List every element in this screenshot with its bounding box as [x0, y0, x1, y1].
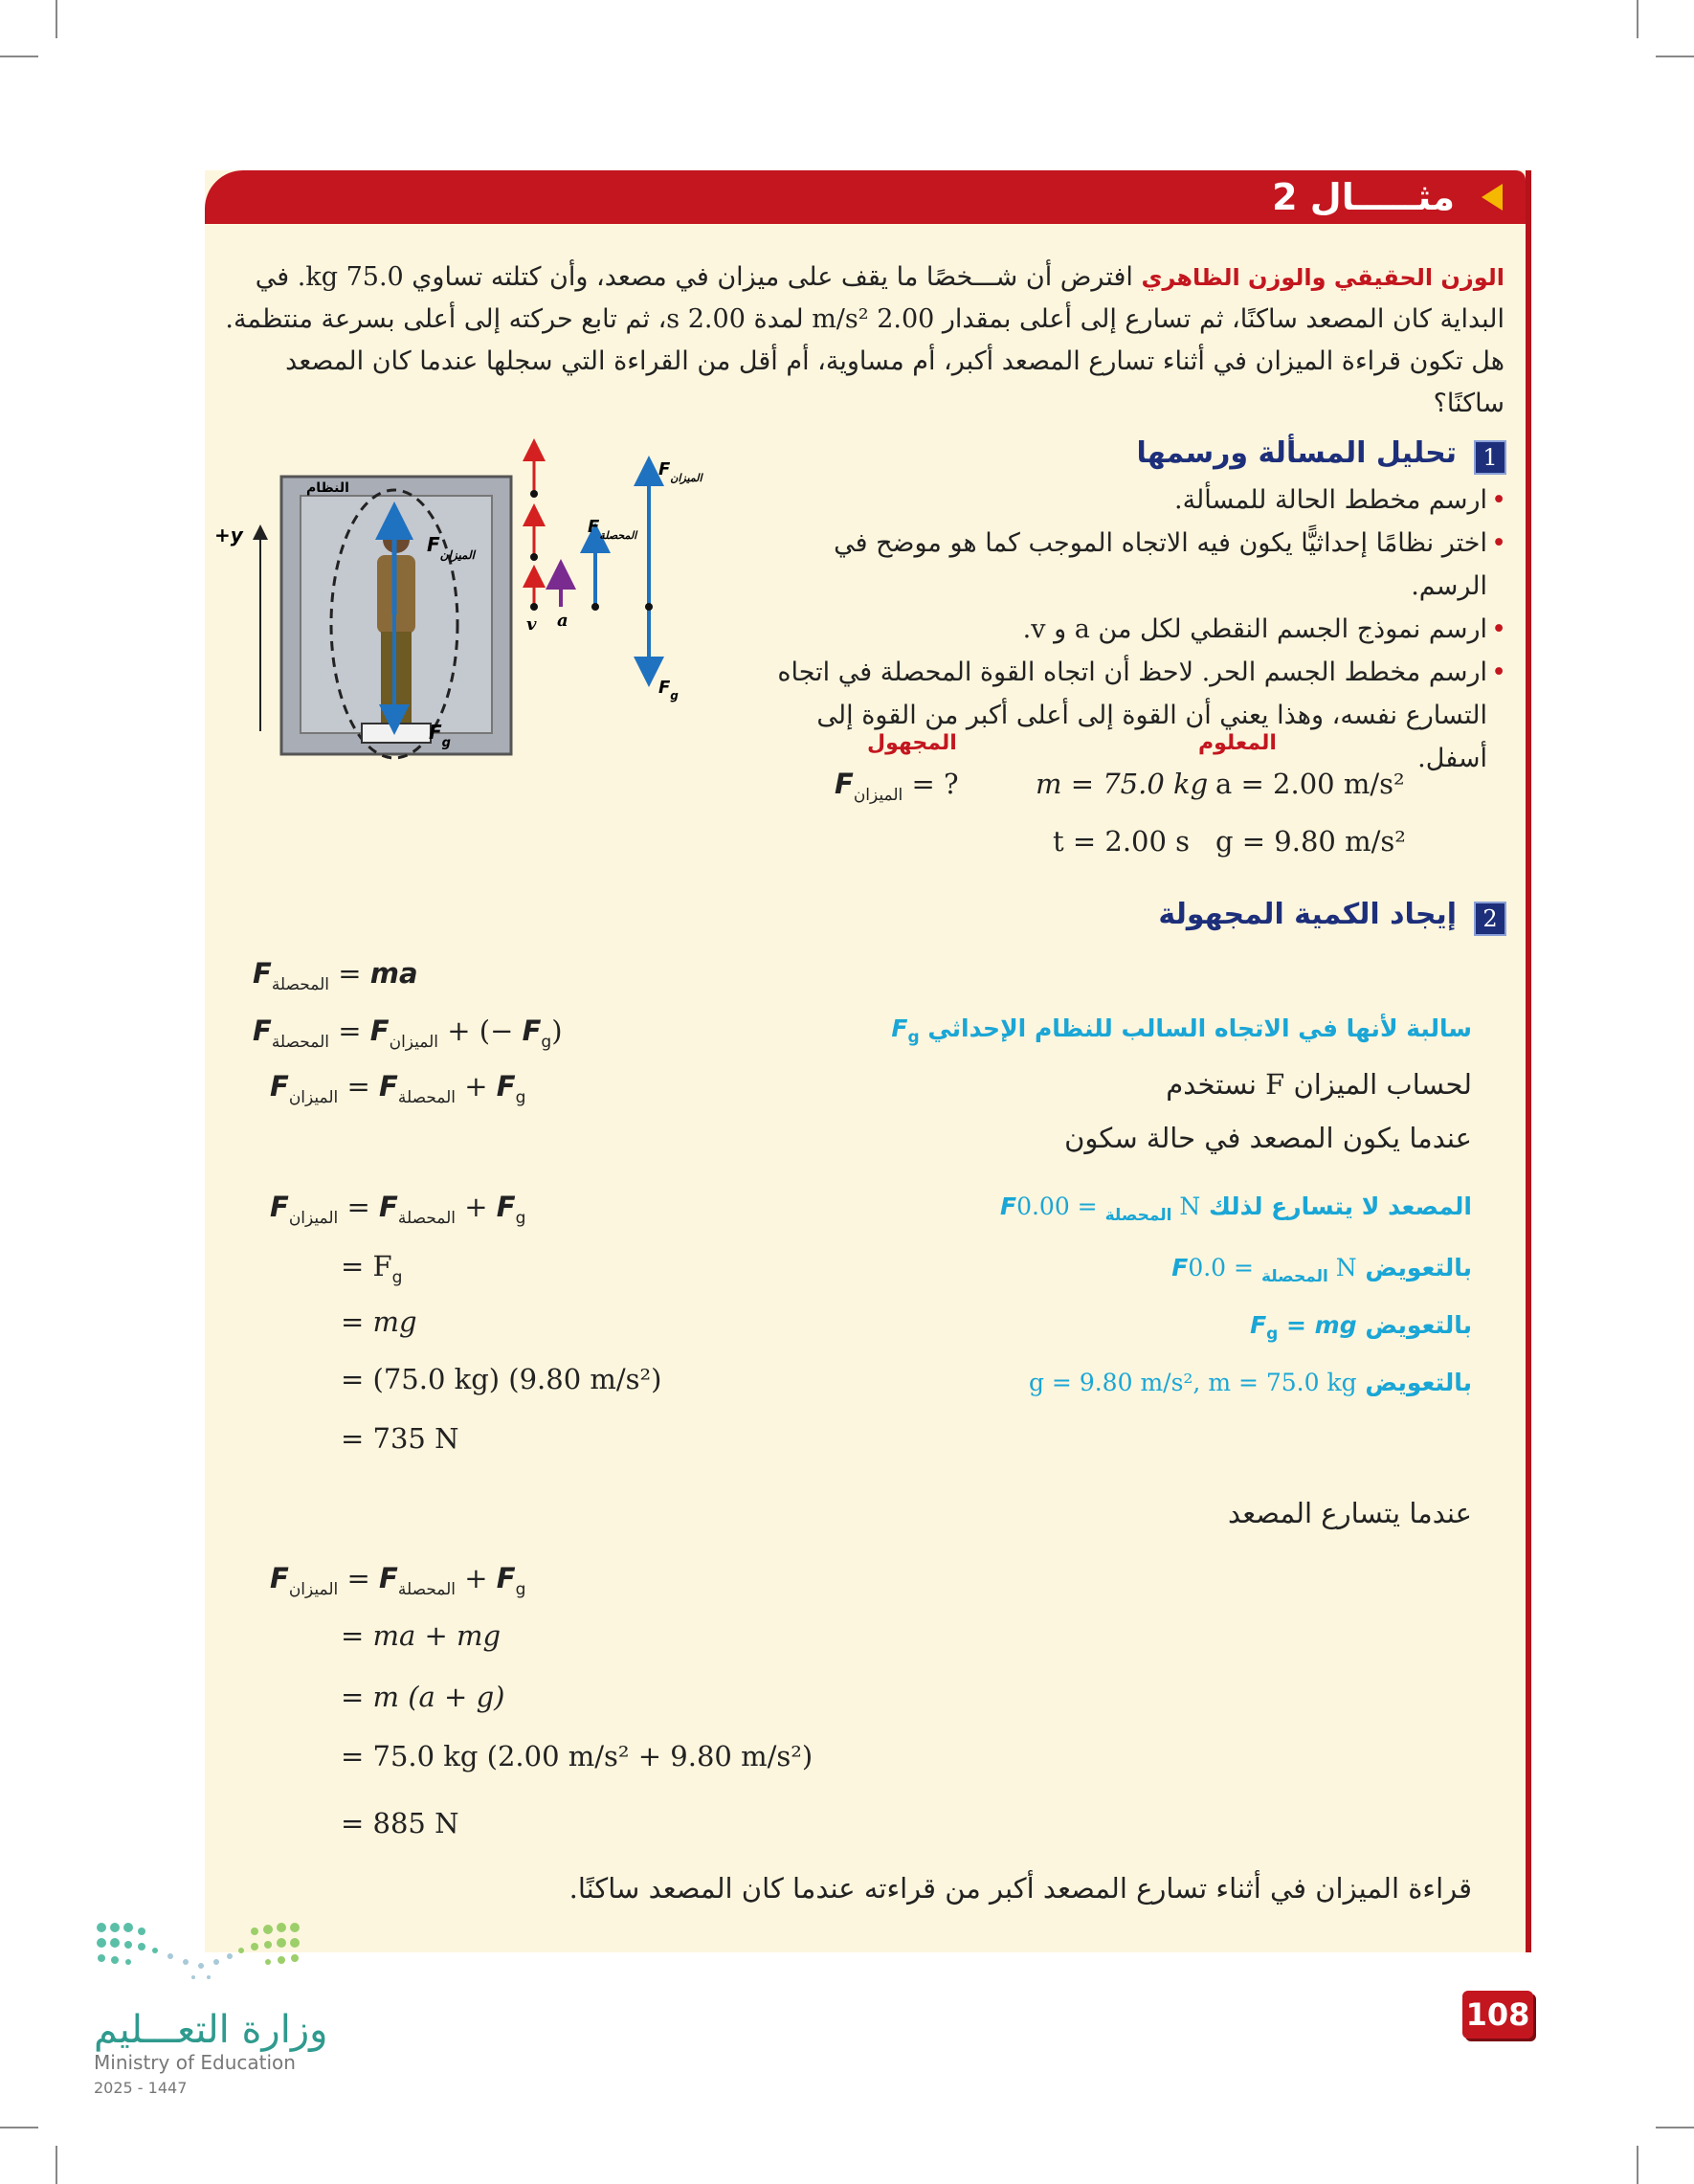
crop-mark: [56, 2146, 57, 2184]
sub-note-3: بالتعويض g = 9.80 m/s², m = 75.0 kg: [1028, 1369, 1472, 1396]
rest-text: عندما يكون المصعد في حالة سكون: [1064, 1122, 1472, 1154]
a-label: a: [557, 611, 568, 631]
motion-dot: [530, 603, 538, 611]
fbd-dot: [645, 603, 653, 611]
unknown-fscale: $F_{الميزان}$ = ?: [835, 768, 959, 805]
eq-net-sum: $F_{المحصلة} = F_{الميزان}$ + (− $F_g$): [253, 1014, 563, 1052]
crop-mark: [1656, 2127, 1694, 2128]
acc-eq-2: = ma + mg: [341, 1619, 502, 1652]
rest-eq-2: = $F_g$: [341, 1250, 403, 1287]
known-label: المعلوم: [1198, 731, 1277, 755]
known-mass: m = 75.0 kg: [1036, 768, 1209, 800]
intro-label: الوزن الحقيقي والوزن الظاهري: [1141, 264, 1505, 291]
fg-note: $F_g$ سالبة لأنها في الاتجاه السالب للنظام الإحداثي: [891, 1014, 1472, 1047]
motion-dot: [530, 490, 538, 498]
fbd-up-label: $F_{الميزان}$: [658, 459, 702, 484]
rest-eq-3: = mg: [341, 1305, 417, 1338]
ministry-logo-dots: [94, 1918, 304, 1995]
step2-title: إيجاد الكمية المجهولة: [1158, 898, 1457, 931]
elevator-figure: [201, 433, 737, 768]
list-item: • ارسم مخطط الحالة للمسألة.: [769, 479, 1506, 522]
rest-eq-4: = (75.0 kg) (9.80 m/s²): [341, 1363, 662, 1395]
crop-mark: [1656, 56, 1694, 57]
example-title: مثـــــال 2: [1272, 176, 1455, 218]
triangle-icon: [1482, 184, 1503, 211]
step1-heading: [1136, 436, 1457, 470]
fscale-label: $F_{الميزان}$: [427, 533, 475, 562]
crop-mark: [1637, 0, 1638, 38]
step1-title: تحليل المسألة ورسمها: [1136, 436, 1457, 470]
acc-eq-4: = 75.0 kg (2.00 m/s² + 9.80 m/s²): [341, 1740, 814, 1772]
crop-mark: [56, 0, 57, 38]
eq-scale: $F_{الميزان} = F_{المحصلة} + F_g$: [270, 1070, 526, 1107]
page-number: 108: [1462, 1991, 1533, 2039]
ministry-year: 2025 - 1447: [94, 2079, 188, 2097]
motion-dot: [530, 553, 538, 561]
intro-paragraph: [212, 256, 1505, 425]
rest-note: المصعد لا يتسارع لذلك F $_{المحصلة}$ = 0.00 N: [999, 1192, 1472, 1225]
step2-heading: [1158, 898, 1457, 931]
fg-label: $F_g$: [429, 721, 451, 750]
example-header: [205, 170, 1526, 224]
step2-number: 2: [1474, 902, 1506, 936]
acc-eq-1: $F_{الميزان} = F_{المحصلة} + F_g$: [270, 1562, 526, 1599]
acc-eq-3: = m (a + g): [341, 1681, 505, 1713]
known-accel: a = 2.00 m/s²: [1215, 768, 1405, 800]
crop-mark: [0, 56, 38, 57]
v-label: v: [526, 614, 537, 635]
intro-text: افترض أن شـــخصًا ما يقف على ميزان في مصعد، وأن كتلته تساوي 75.0 kg. في البداية كان المصعد ساكنًا، ثم تسارع إلى أعلى بمقدار 2.00 m/s² لمدة 2.00 s، ثم تابع حركته إلى أعلى بسرعة منتظمة. هل تكون قراءة الميزان في أثناء تسارع المصعد أكبر، أم مساوية، أم أقل من القراءة التي سجلها عندما كان المصعد ساكنًا؟: [225, 262, 1505, 418]
accel-text: عندما يتسارع المصعد: [1228, 1497, 1472, 1529]
rest-eq-1: $F_{الميزان} = F_{المحصلة} + F_g$: [270, 1191, 526, 1228]
eq-newton: $F_{المحصلة}$ = ma: [253, 957, 418, 994]
list-item: • ارسم مخطط الجسم الحر. لاحظ أن اتجاه القوة المحصلة في اتجاه التسارع نفسه، وهذا يعني أن القوة إلى أعلى أكبر من القوة إلى أسفل.: [769, 651, 1506, 780]
step1-number: 1: [1474, 440, 1506, 475]
sub-note-2: بالتعويض $F_g$ = mg: [1250, 1311, 1472, 1344]
sub-note-1: بالتعويض F $_{المحصلة}$ = 0.0 N: [1171, 1254, 1472, 1286]
unknown-label: المجهول: [867, 731, 957, 755]
list-item: • ارسم نموذج الجسم النقطي لكل من a و v.: [769, 608, 1506, 651]
conclusion-text: قراءة الميزان في أثناء تسارع المصعد أكبر من قراءته عندما كان المصعد ساكنًا.: [568, 1872, 1472, 1905]
scale-icon: [362, 724, 431, 743]
acc-eq-5: = 885 N: [341, 1807, 459, 1839]
crop-mark: [0, 2127, 38, 2128]
fbd-down-label: $F_g$: [658, 678, 679, 702]
plus-y-label: +y: [214, 524, 243, 546]
known-time: t = 2.00 s: [1053, 825, 1191, 858]
rest-eq-5: = 735 N: [341, 1422, 459, 1455]
ministry-name-en: Ministry of Education: [94, 2051, 296, 2074]
list-item: • اختر نظامًا إحداثيًّا يكون فيه الاتجاه الموجب كما هو موضح في الرسم.: [769, 522, 1506, 608]
crop-mark: [1637, 2146, 1638, 2184]
fnet-dot: [591, 603, 599, 611]
known-gravity: g = 9.80 m/s²: [1215, 825, 1406, 858]
system-label: النظام: [306, 480, 349, 496]
ministry-name-ar: وزارة التعـــليم: [94, 2008, 328, 2052]
fnet-label: $F_{المحصلة}$: [588, 517, 637, 542]
use-text: لحساب الميزان F نستخدم: [1166, 1068, 1472, 1101]
